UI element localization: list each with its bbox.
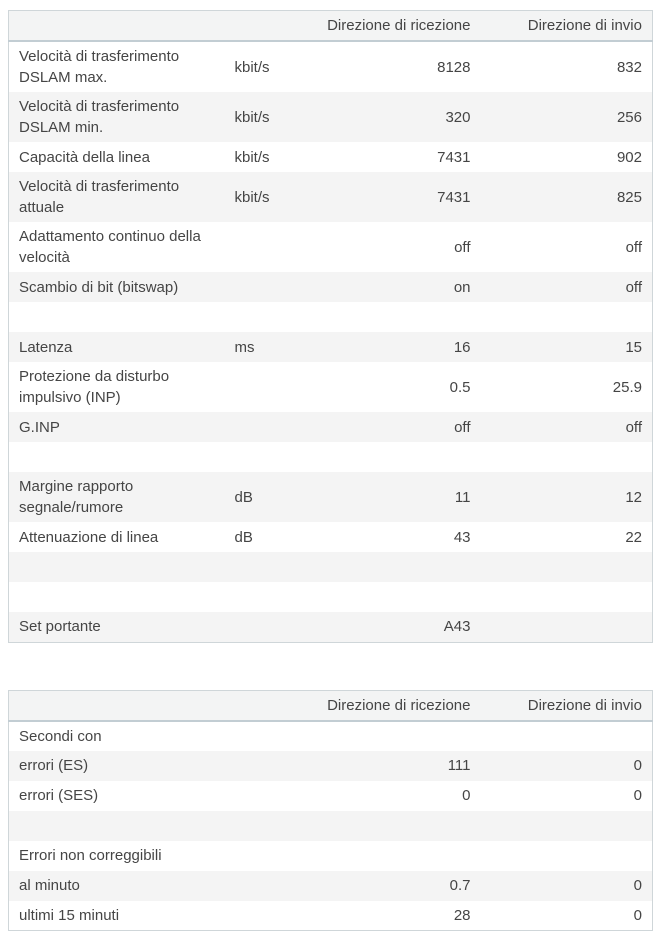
row-unit: kbit/s [225,172,303,222]
row-unit: dB [225,472,303,522]
value-ricezione: 0.7 [303,871,481,901]
column-header: Direzione di invio [481,690,653,721]
value-ricezione: 43 [453,528,471,546]
column-header-empty [9,11,225,42]
value-invio: off [481,272,653,302]
row-label [9,302,225,332]
value-invio: 15 [481,332,653,362]
row-label [9,582,225,612]
column-header: Direzione di ricezione [303,11,481,42]
value-invio: off [625,238,642,256]
value-invio [481,721,653,751]
row-label [9,442,225,472]
value-invio [481,582,653,612]
row-label: Velocità di trasferimento DSLAM max. [19,48,180,86]
value-ricezione: on [303,272,481,302]
table-row [9,332,653,362]
value-invio: 825 [481,172,653,222]
row-unit [225,721,303,751]
value-ricezione: 16 [303,332,481,362]
table-row [9,272,653,302]
row-label: errori (SES) [19,787,99,804]
row-unit [225,811,303,841]
row-unit: kbit/s [234,58,270,76]
row-label: G.INP [9,412,225,442]
value-ricezione: 7431 [437,148,471,166]
table-row [9,871,653,901]
table-row [9,522,653,552]
table-row [9,222,653,272]
row-unit: dB [234,528,253,546]
table-row [9,412,653,442]
row-unit: kbit/s [225,92,303,142]
value-ricezione [303,811,481,841]
table-header-row [9,690,653,721]
table-row [9,472,653,522]
row-unit [225,582,303,612]
table-row [9,142,653,172]
table-row [9,92,653,142]
dsl-parameters-table [8,10,653,643]
value-ricezione: 7431 [303,172,481,222]
row-unit [225,442,303,472]
value-ricezione: off [303,412,481,442]
column-header-empty [9,690,225,721]
value-invio: 0 [633,906,642,924]
value-ricezione [303,552,481,582]
value-invio: 256 [481,92,653,142]
row-label: Latenza [9,332,225,362]
value-ricezione [303,302,481,332]
value-ricezione [303,582,481,612]
value-ricezione: 0.5 [449,378,471,396]
row-label: Set portante [9,612,225,642]
row-label [9,552,225,582]
value-invio: 0 [481,751,653,781]
row-label: Protezione da disturbo impulsivo (INP) [19,368,170,406]
table-row [9,721,653,751]
table-row [9,362,653,412]
row-label: Adattamento continuo della velocità [19,228,201,266]
value-ricezione: 8128 [437,58,471,76]
row-label: Velocità di trasferimento DSLAM min. [9,92,225,142]
column-header-empty [225,690,303,721]
value-ricezione: 28 [453,906,471,924]
column-header-empty [225,11,303,42]
value-invio [481,442,653,472]
table-header-row [9,11,653,42]
row-unit [225,272,303,302]
column-header: Direzione di invio [481,11,653,42]
row-label [9,811,225,841]
value-ricezione: 0 [462,787,471,804]
value-ricezione [303,442,481,472]
row-unit [225,901,303,931]
row-unit [225,612,303,642]
row-label: Errori non correggibili [19,847,162,864]
row-unit [225,871,303,901]
row-unit [225,552,303,582]
table-row [9,612,653,642]
row-label: Velocità di trasferimento attuale [9,172,225,222]
row-unit [225,222,303,272]
value-invio: 12 [481,472,653,522]
column-header: Direzione di ricezione [303,690,481,721]
row-label: Attenuazione di linea [19,528,159,546]
value-invio [481,302,653,332]
table-row [9,901,653,931]
value-ricezione: off [454,238,471,256]
row-unit [225,751,303,781]
table-row [9,781,653,811]
table-row [9,442,653,472]
table-row [9,751,653,781]
row-unit: ms [225,332,303,362]
value-ricezione: 111 [303,751,481,781]
table-row [9,41,653,92]
value-invio: 22 [625,528,642,546]
value-invio: 902 [616,148,642,166]
value-invio: 0 [481,871,653,901]
row-label: Scambio di bit (bitswap) [9,272,225,302]
row-unit [225,362,303,412]
table-row [9,582,653,612]
value-ricezione: 320 [303,92,481,142]
value-ricezione: 11 [303,472,481,522]
table-row [9,841,653,871]
value-invio [481,841,653,871]
value-invio [481,552,653,582]
row-label: errori (ES) [9,751,225,781]
table-row [9,552,653,582]
table-row [9,302,653,332]
value-ricezione: A43 [303,612,481,642]
table-row [9,811,653,841]
value-invio: 0 [633,787,642,804]
row-label: Capacità della linea [19,148,150,166]
value-invio [481,811,653,841]
row-label: Margine rapporto segnale/rumore [9,472,225,522]
row-label: Secondi con [19,727,102,745]
row-unit [225,302,303,332]
row-unit [225,841,303,871]
value-invio: off [481,412,653,442]
value-ricezione [303,841,481,871]
row-unit: kbit/s [234,148,270,166]
value-ricezione [303,721,481,751]
row-unit [225,781,303,811]
row-unit [225,412,303,442]
table-row [9,172,653,222]
value-invio [481,612,653,642]
error-counters-table [8,690,653,932]
row-label: al minuto [9,871,225,901]
row-label: ultimi 15 minuti [19,906,120,924]
value-invio: 832 [616,58,642,76]
value-invio: 25.9 [612,378,642,396]
